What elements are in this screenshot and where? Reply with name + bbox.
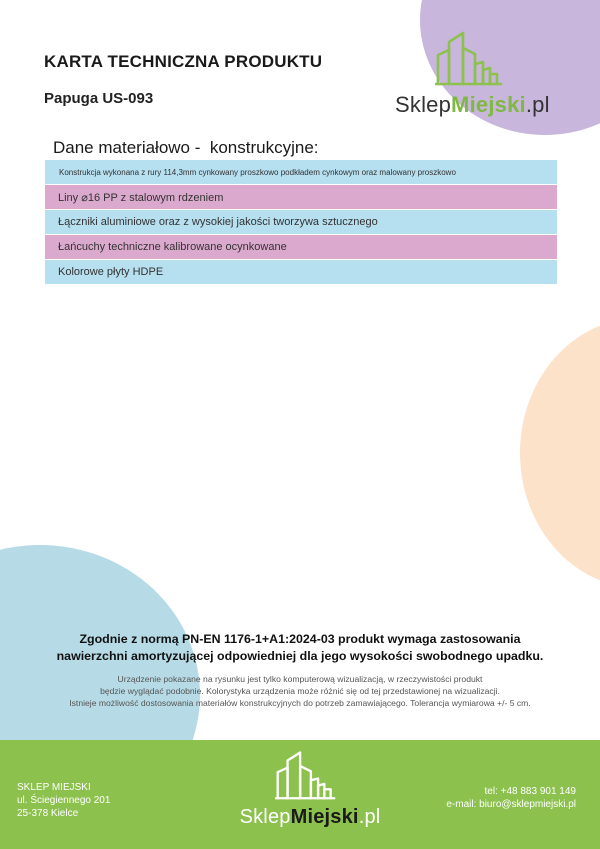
materials-heading: Dane materiałowo - konstrukcyjne:	[53, 138, 319, 157]
norm-line: nawierzchni amortyzującej odpowiedniej dla jego wysokości swobodnego upadku.	[56, 649, 544, 663]
brand-name: SklepMiejski.pl	[395, 92, 550, 117]
company-street: ul. Ściegiennego 201	[17, 795, 111, 806]
product-name: Papuga US-093	[44, 90, 154, 107]
disclaimer-line: Urządzenie pokazane na rysunku jest tylko komputerową wizualizacją, w rzeczywistości produkt	[117, 674, 483, 684]
list-item: Łańcuchy techniczne kalibrowane ocynkowane	[45, 235, 557, 259]
disclaimer-line: będzie wyglądać podobnie. Kolorystyka urządzenia może różnić się od tej przedstawionej na wizualizacji.	[100, 686, 500, 696]
email-link[interactable]: e-mail: biuro@sklepmiejski.pl	[446, 799, 576, 810]
norm-notice	[20, 631, 580, 665]
footer	[0, 740, 600, 849]
norm-line: Zgodnie z normą PN-EN 1176-1+A1:2024-03 produkt wymaga zastosowania	[79, 632, 521, 646]
list-item: Kolorowe płyty HDPE	[45, 260, 557, 284]
brand-logo	[395, 28, 570, 118]
company-city: 25-378 Kielce	[17, 808, 79, 819]
disclaimer	[10, 673, 590, 709]
list-item: Łączniki aluminiowe oraz z wysokiej jakości tworzywa sztucznego	[45, 210, 557, 234]
city-buildings-icon	[275, 746, 345, 802]
materials-list	[45, 160, 557, 285]
page-title: KARTA TECHNICZNA PRODUKTU	[44, 52, 323, 71]
decor-peach-circle	[520, 318, 600, 588]
disclaimer-line: Istnieje możliwość dostosowania materiałów konstrukcyjnych do potrzeb zamawiającego. Tolerancja wymiarowa +/- 5 cm.	[69, 698, 531, 708]
list-item: Konstrukcja wykonana z rury 114,3mm cynkowany proszkowo podkładem cynkowym oraz malowany proszkowo	[45, 160, 557, 184]
company-name: SKLEP MIEJSKI	[17, 782, 91, 793]
footer-logo	[230, 746, 390, 829]
city-buildings-icon	[435, 28, 513, 86]
company-address	[17, 781, 110, 820]
phone-link[interactable]: tel: +48 883 901 149	[484, 786, 576, 797]
brand-name: SklepMiejski.pl	[239, 806, 381, 828]
contact-info	[446, 785, 576, 811]
list-item: Liny ⌀16 PP z stalowym rdzeniem	[45, 185, 557, 209]
